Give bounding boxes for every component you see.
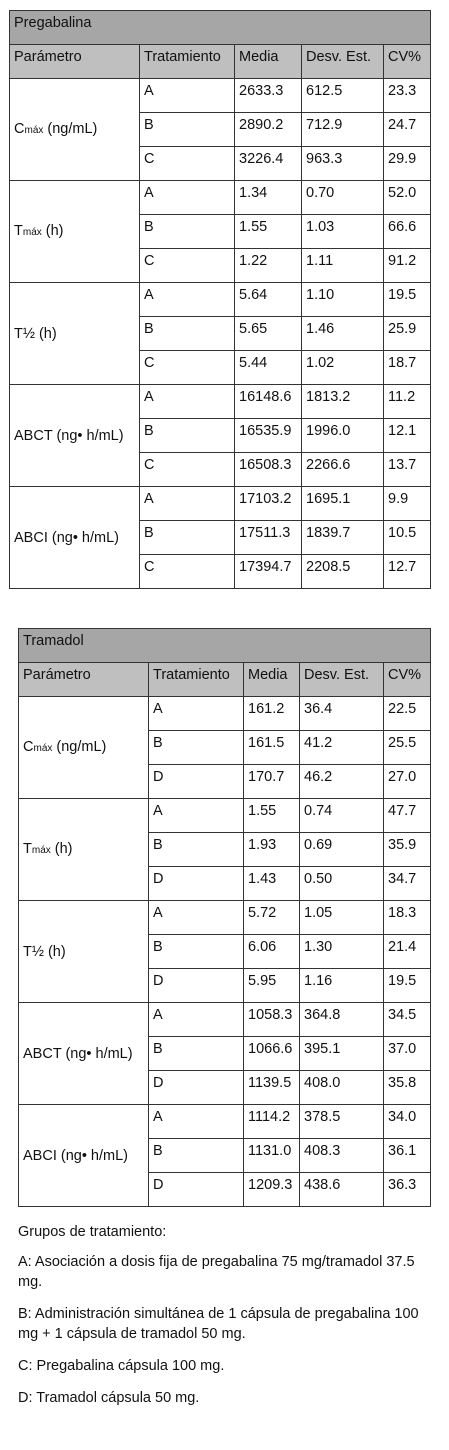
parameter-cell	[19, 799, 149, 901]
table-header-row	[10, 45, 431, 79]
cv-cell: 52.0	[384, 181, 431, 215]
treatment-cell: B	[140, 113, 235, 147]
cv-cell: 66.6	[384, 215, 431, 249]
parameter-cell	[19, 901, 149, 1003]
sd-cell: 0.70	[302, 181, 384, 215]
parameter-cell	[10, 181, 140, 283]
parameter-cell	[10, 385, 140, 487]
media-cell: 5.65	[235, 317, 302, 351]
media-cell: 1.22	[235, 249, 302, 283]
sd-cell: 395.1	[300, 1037, 384, 1071]
cv-cell: 25.5	[384, 731, 431, 765]
cv-cell: 34.7	[384, 867, 431, 901]
column-header: Desv. Est.	[302, 45, 384, 79]
media-cell: 5.95	[244, 969, 300, 1003]
parameter-name: ABCT (ng• h/mL)	[23, 1045, 133, 1062]
cv-cell: 19.5	[384, 969, 431, 1003]
parameter-unit: (h)	[50, 840, 73, 857]
cv-cell: 23.3	[384, 79, 431, 113]
cv-cell: 91.2	[384, 249, 431, 283]
sd-cell: 364.8	[300, 1003, 384, 1037]
parameter-cell	[19, 697, 149, 799]
cv-cell: 35.8	[384, 1071, 431, 1105]
sd-cell: 36.4	[300, 697, 384, 731]
parameter-name: C	[23, 738, 34, 755]
table-row	[10, 79, 431, 113]
tramadol-table	[18, 628, 431, 1207]
sd-cell: 1.16	[300, 969, 384, 1003]
cv-cell: 21.4	[384, 935, 431, 969]
cv-cell: 18.7	[384, 351, 431, 385]
cv-cell: 34.5	[384, 1003, 431, 1037]
media-cell: 161.5	[244, 731, 300, 765]
column-header: Media	[235, 45, 302, 79]
note-item: C: Pregabalina cápsula 100 mg.	[18, 1358, 225, 1374]
column-header: Parámetro	[19, 663, 149, 697]
parameter-cell	[10, 79, 140, 181]
media-cell: 5.64	[235, 283, 302, 317]
column-header: Parámetro	[10, 45, 140, 79]
cv-cell: 35.9	[384, 833, 431, 867]
media-cell: 161.2	[244, 697, 300, 731]
media-cell: 3226.4	[235, 147, 302, 181]
sd-cell: 1.46	[302, 317, 384, 351]
parameter-unit: (h)	[41, 222, 64, 239]
cv-cell: 34.0	[384, 1105, 431, 1139]
treatment-cell: B	[140, 521, 235, 555]
cv-cell: 9.9	[384, 487, 431, 521]
parameter-name: ABCI (ng• h/mL)	[14, 529, 119, 546]
media-cell: 1066.6	[244, 1037, 300, 1071]
cv-cell: 22.5	[384, 697, 431, 731]
table-title-row	[19, 629, 431, 663]
table-row	[19, 799, 431, 833]
treatment-cell: D	[149, 765, 244, 799]
cv-cell: 37.0	[384, 1037, 431, 1071]
cv-cell: 19.5	[384, 283, 431, 317]
parameter-subscript: máx	[31, 844, 51, 856]
sd-cell: 712.9	[302, 113, 384, 147]
sd-cell: 1.11	[302, 249, 384, 283]
treatment-cell: C	[140, 147, 235, 181]
media-cell: 1058.3	[244, 1003, 300, 1037]
treatment-cell: B	[140, 317, 235, 351]
media-cell: 1114.2	[244, 1105, 300, 1139]
cv-cell: 36.1	[384, 1139, 431, 1173]
parameter-cell	[19, 1003, 149, 1105]
media-cell: 1.55	[235, 215, 302, 249]
table-body	[19, 629, 431, 1207]
cv-cell: 12.1	[384, 419, 431, 453]
column-header: Tratamiento	[140, 45, 235, 79]
treatment-cell: B	[149, 935, 244, 969]
treatment-cell: A	[140, 385, 235, 419]
parameter-name: T	[23, 840, 32, 857]
parameter-cell	[10, 283, 140, 385]
sd-cell: 1.10	[302, 283, 384, 317]
note-item: A: Asociación a dosis fija de pregabalina 75 mg/tramadol 37.5 mg.	[18, 1254, 415, 1290]
parameter-unit: (ng/mL)	[52, 738, 107, 755]
parameter-subscript: máx	[22, 226, 42, 238]
treatment-cell: A	[140, 283, 235, 317]
treatment-cell: A	[140, 487, 235, 521]
treatment-cell: A	[140, 79, 235, 113]
cv-cell: 36.3	[384, 1173, 431, 1207]
treatment-cell: C	[140, 555, 235, 589]
sd-cell: 1.03	[302, 215, 384, 249]
parameter-cell	[10, 487, 140, 589]
table-row	[10, 487, 431, 521]
parameter-name: T½ (h)	[14, 325, 57, 342]
treatment-cell: A	[149, 1105, 244, 1139]
treatment-cell: D	[149, 867, 244, 901]
parameter-unit: (ng/mL)	[43, 120, 98, 137]
sd-cell: 1.02	[302, 351, 384, 385]
media-cell: 1131.0	[244, 1139, 300, 1173]
sd-cell: 408.3	[300, 1139, 384, 1173]
parameter-name: T½ (h)	[23, 943, 66, 960]
treatment-cell: A	[149, 1003, 244, 1037]
notes-heading: Grupos de tratamiento:	[18, 1224, 167, 1240]
media-cell: 16508.3	[235, 453, 302, 487]
treatment-cell: A	[140, 181, 235, 215]
parameter-subscript: máx	[24, 124, 44, 136]
treatment-cell: C	[140, 453, 235, 487]
treatment-cell: B	[149, 1037, 244, 1071]
parameter-subscript: máx	[33, 742, 53, 754]
sd-cell: 1813.2	[302, 385, 384, 419]
note-item: B: Administración simultánea de 1 cápsula de pregabalina 100 mg + 1 cápsula de tramadol 50 mg.	[18, 1306, 419, 1342]
media-cell: 16148.6	[235, 385, 302, 419]
table-body	[10, 11, 431, 589]
cv-cell: 10.5	[384, 521, 431, 555]
cv-cell: 25.9	[384, 317, 431, 351]
column-header: Media	[244, 663, 300, 697]
media-cell: 170.7	[244, 765, 300, 799]
sd-cell: 963.3	[302, 147, 384, 181]
sd-cell: 1.05	[300, 901, 384, 935]
treatment-cell: C	[140, 351, 235, 385]
media-cell: 6.06	[244, 935, 300, 969]
treatment-cell: A	[149, 901, 244, 935]
treatment-cell: B	[140, 419, 235, 453]
table-header-row	[19, 663, 431, 697]
column-header: Desv. Est.	[300, 663, 384, 697]
treatment-cell: D	[149, 1071, 244, 1105]
media-cell: 1.55	[244, 799, 300, 833]
table-row	[19, 697, 431, 731]
cv-cell: 27.0	[384, 765, 431, 799]
sd-cell: 438.6	[300, 1173, 384, 1207]
media-cell: 17394.7	[235, 555, 302, 589]
table-row	[19, 901, 431, 935]
table-row	[10, 283, 431, 317]
cv-cell: 13.7	[384, 453, 431, 487]
treatment-cell: B	[140, 215, 235, 249]
parameter-name: T	[14, 222, 23, 239]
cv-cell: 12.7	[384, 555, 431, 589]
parameter-name: C	[14, 120, 25, 137]
sd-cell: 1839.7	[302, 521, 384, 555]
treatment-cell: A	[149, 799, 244, 833]
cv-cell: 11.2	[384, 385, 431, 419]
media-cell: 1139.5	[244, 1071, 300, 1105]
sd-cell: 2208.5	[302, 555, 384, 589]
treatment-cell: C	[140, 249, 235, 283]
treatment-cell: D	[149, 1173, 244, 1207]
media-cell: 1209.3	[244, 1173, 300, 1207]
pregabalina-table	[9, 10, 431, 589]
sd-cell: 1695.1	[302, 487, 384, 521]
sd-cell: 2266.6	[302, 453, 384, 487]
column-header: CV%	[384, 663, 431, 697]
media-cell: 5.44	[235, 351, 302, 385]
table-row	[19, 1003, 431, 1037]
table-row	[10, 385, 431, 419]
table-title: Pregabalina	[10, 11, 431, 45]
media-cell: 17103.2	[235, 487, 302, 521]
column-header: CV%	[384, 45, 431, 79]
table-row	[19, 1105, 431, 1139]
table-title: Tramadol	[19, 629, 431, 663]
media-cell: 1.34	[235, 181, 302, 215]
cv-cell: 47.7	[384, 799, 431, 833]
sd-cell: 0.69	[300, 833, 384, 867]
table-title-row	[10, 11, 431, 45]
sd-cell: 1996.0	[302, 419, 384, 453]
sd-cell: 46.2	[300, 765, 384, 799]
treatment-groups-notes	[18, 1222, 438, 1420]
parameter-name: ABCT (ng• h/mL)	[14, 427, 124, 444]
media-cell: 1.43	[244, 867, 300, 901]
note-item: D: Tramadol cápsula 50 mg.	[18, 1390, 200, 1406]
media-cell: 17511.3	[235, 521, 302, 555]
sd-cell: 1.30	[300, 935, 384, 969]
sd-cell: 0.74	[300, 799, 384, 833]
media-cell: 2633.3	[235, 79, 302, 113]
table-row	[10, 181, 431, 215]
cv-cell: 24.7	[384, 113, 431, 147]
column-header: Tratamiento	[149, 663, 244, 697]
media-cell: 5.72	[244, 901, 300, 935]
treatment-cell: B	[149, 1139, 244, 1173]
treatment-cell: B	[149, 833, 244, 867]
treatment-cell: A	[149, 697, 244, 731]
sd-cell: 41.2	[300, 731, 384, 765]
parameter-name: ABCI (ng• h/mL)	[23, 1147, 128, 1164]
parameter-cell	[19, 1105, 149, 1207]
treatment-cell: B	[149, 731, 244, 765]
sd-cell: 0.50	[300, 867, 384, 901]
treatment-cell: D	[149, 969, 244, 1003]
cv-cell: 18.3	[384, 901, 431, 935]
media-cell: 16535.9	[235, 419, 302, 453]
cv-cell: 29.9	[384, 147, 431, 181]
media-cell: 2890.2	[235, 113, 302, 147]
sd-cell: 612.5	[302, 79, 384, 113]
sd-cell: 408.0	[300, 1071, 384, 1105]
media-cell: 1.93	[244, 833, 300, 867]
sd-cell: 378.5	[300, 1105, 384, 1139]
